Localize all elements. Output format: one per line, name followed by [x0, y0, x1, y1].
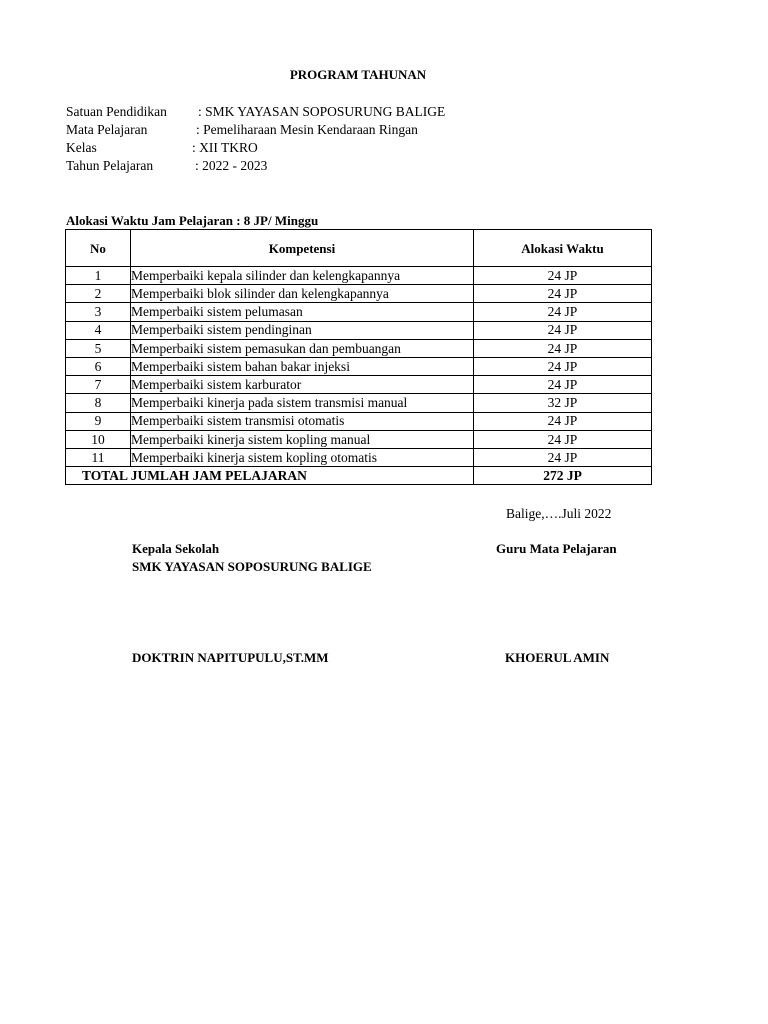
table-row [66, 285, 652, 303]
row-no: 1 [66, 267, 131, 285]
teacher-role: Guru Mata Pelajaran [496, 541, 617, 556]
row-alokasi: 32 JP [474, 394, 652, 412]
info-value-mata-pelajaran: : Pemeliharaan Mesin Kendaraan Ringan [196, 122, 418, 137]
info-label-satuan-pendidikan: Satuan Pendidikan [66, 104, 167, 119]
principal-role: Kepala Sekolah [132, 541, 220, 556]
row-kompetensi: Memperbaiki sistem pemasukan dan pembuangan [131, 339, 474, 357]
row-alokasi: 24 JP [474, 303, 652, 321]
total-value: 272 JP [474, 467, 652, 485]
info-value-satuan-pendidikan: : SMK YAYASAN SOPOSURUNG BALIGE [198, 104, 446, 119]
principal-school: SMK YAYASAN SOPOSURUNG BALIGE [132, 559, 372, 574]
row-kompetensi: Memperbaiki kepala silinder dan kelengkapannya [131, 267, 474, 285]
info-label-mata-pelajaran: Mata Pelajaran [66, 122, 148, 137]
teacher-name: KHOERUL AMIN [505, 650, 610, 665]
row-alokasi: 24 JP [474, 376, 652, 394]
row-kompetensi: Memperbaiki kinerja pada sistem transmisi manual [131, 394, 474, 412]
row-alokasi: 24 JP [474, 430, 652, 448]
row-alokasi: 24 JP [474, 357, 652, 375]
row-no: 8 [66, 394, 131, 412]
row-no: 7 [66, 376, 131, 394]
info-label-tahun-pelajaran: Tahun Pelajaran [66, 158, 154, 173]
row-kompetensi: Memperbaiki kinerja sistem kopling otomatis [131, 448, 474, 466]
row-no: 6 [66, 357, 131, 375]
row-no: 11 [66, 448, 131, 466]
row-alokasi: 24 JP [474, 267, 652, 285]
table-row [66, 303, 652, 321]
header-kompetensi: Kompetensi [131, 230, 474, 267]
row-kompetensi: Memperbaiki sistem bahan bakar injeksi [131, 357, 474, 375]
row-kompetensi: Memperbaiki sistem pendinginan [131, 321, 474, 339]
table-row [66, 357, 652, 375]
row-no: 5 [66, 339, 131, 357]
competency-table [65, 229, 652, 485]
table-row [66, 412, 652, 430]
total-row [66, 467, 652, 485]
total-label: TOTAL JUMLAH JAM PELAJARAN [66, 467, 474, 485]
table-row [66, 376, 652, 394]
info-value-kelas: : XII TKRO [192, 140, 258, 155]
document-title: PROGRAM TAHUNAN [289, 67, 427, 82]
table-header-row [66, 230, 652, 267]
table-row [66, 321, 652, 339]
principal-name: DOKTRIN NAPITUPULU,ST.MM [132, 650, 329, 665]
row-alokasi: 24 JP [474, 412, 652, 430]
header-alokasi-waktu: Alokasi Waktu [474, 230, 652, 267]
row-kompetensi: Memperbaiki sistem pelumasan [131, 303, 474, 321]
row-no: 9 [66, 412, 131, 430]
row-kompetensi: Memperbaiki blok silinder dan kelengkapannya [131, 285, 474, 303]
row-kompetensi: Memperbaiki sistem transmisi otomatis [131, 412, 474, 430]
allocation-heading: Alokasi Waktu Jam Pelajaran : 8 JP/ Minggu [66, 213, 319, 228]
row-kompetensi: Memperbaiki sistem karburator [131, 376, 474, 394]
row-no: 3 [66, 303, 131, 321]
info-label-kelas: Kelas [66, 140, 97, 155]
row-kompetensi: Memperbaiki kinerja sistem kopling manual [131, 430, 474, 448]
row-no: 4 [66, 321, 131, 339]
table-row [66, 448, 652, 466]
row-alokasi: 24 JP [474, 448, 652, 466]
row-no: 10 [66, 430, 131, 448]
table-row [66, 430, 652, 448]
table-row [66, 267, 652, 285]
header-no: No [66, 230, 131, 267]
row-alokasi: 24 JP [474, 339, 652, 357]
table-row [66, 339, 652, 357]
row-alokasi: 24 JP [474, 321, 652, 339]
table-row [66, 394, 652, 412]
info-value-tahun-pelajaran: : 2022 - 2023 [195, 158, 268, 173]
row-no: 2 [66, 285, 131, 303]
place-date: Balige,….Juli 2022 [506, 506, 612, 521]
row-alokasi: 24 JP [474, 285, 652, 303]
